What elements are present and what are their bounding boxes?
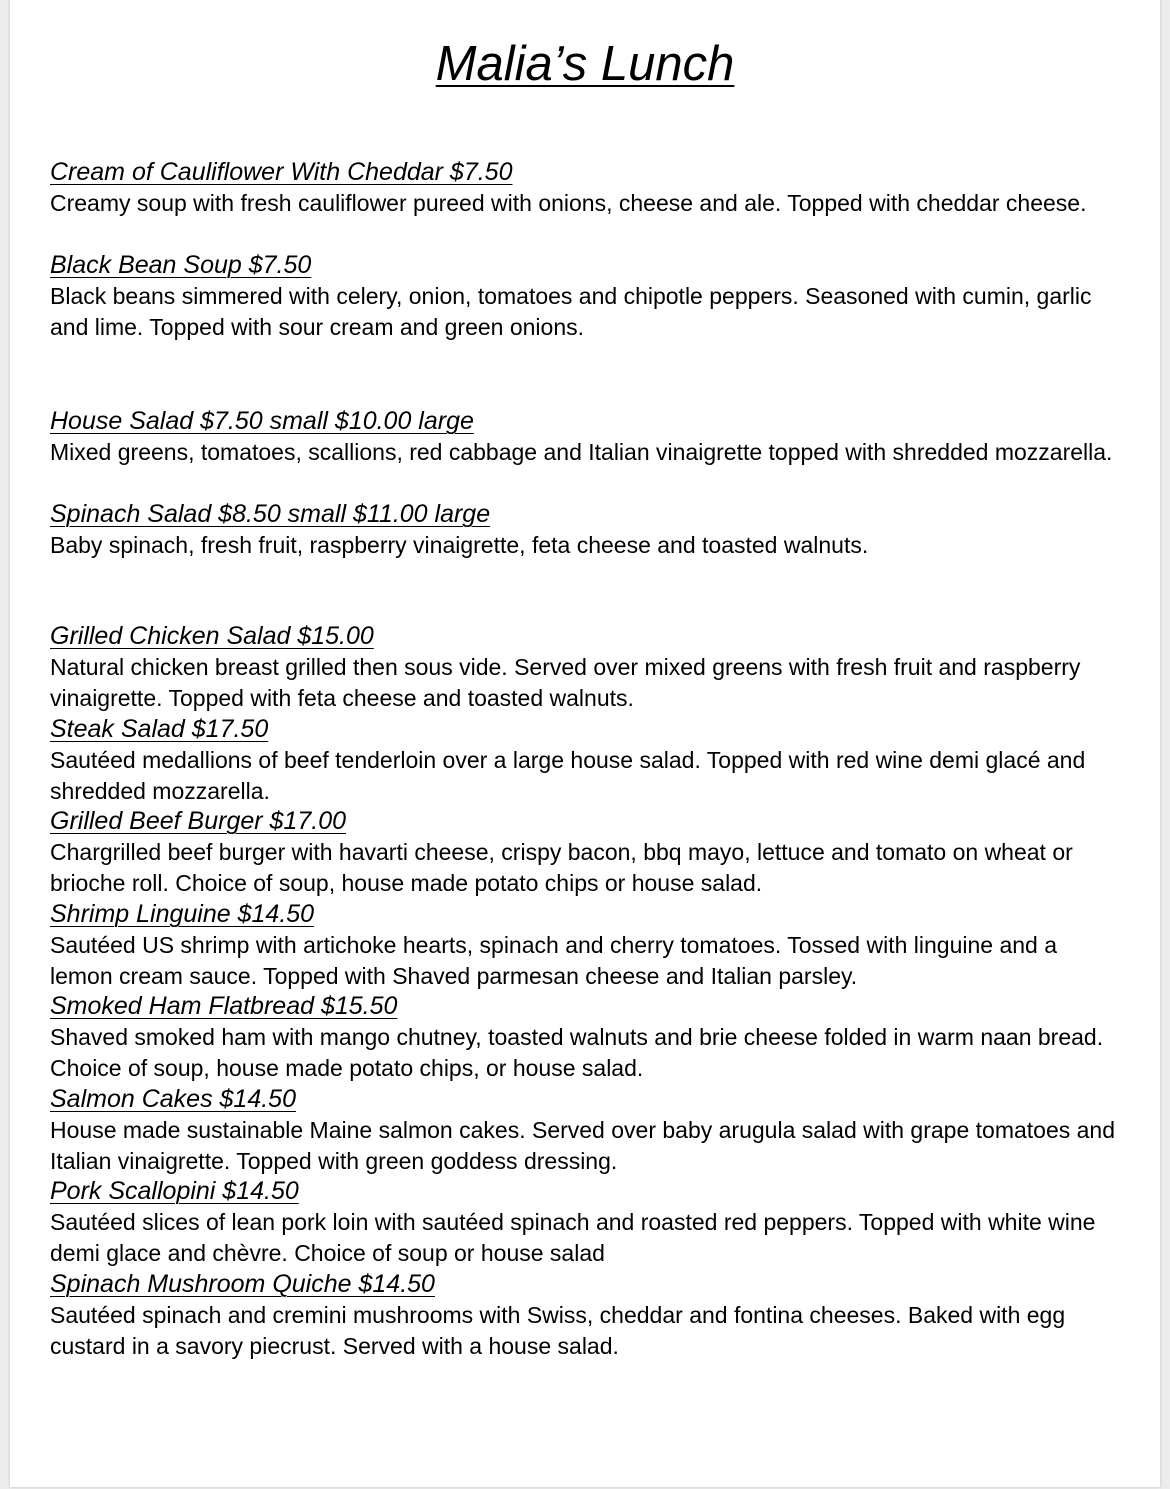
menu-item-house-salad: [50, 406, 1125, 468]
menu-item-description: Black beans simmered with celery, onion, tomatoes and chipotle peppers. Seasoned with cumin, garlic and lime. Topped with sour cream and green onions.: [50, 283, 1092, 340]
menu-item-name: Grilled Chicken Salad $15.00: [50, 622, 374, 650]
menu-item-description: Natural chicken breast grilled then sous vide. Served over mixed greens with fresh fruit and raspberry vinaigrette. Topped with feta cheese and toasted walnuts.: [50, 654, 1081, 711]
menu-item-salmon-cakes: [50, 1084, 1125, 1177]
menu-title: [10, 34, 1160, 94]
menu-item-description: Chargrilled beef burger with havarti cheese, crispy bacon, bbq mayo, lettuce and tomato on wheat or brioche roll. Choice of soup, house made potato chips or house salad.: [50, 839, 1073, 896]
menu-item-name: Black Bean Soup $7.50: [50, 251, 312, 279]
menu-item-name: House Salad $7.50 small $10.00 large: [50, 407, 474, 435]
menu-title-text: Malia’s Lunch: [435, 37, 735, 91]
menu-item-description: Mixed greens, tomatoes, scallions, red cabbage and Italian vinaigrette topped with shredded mozzarella.: [50, 439, 1113, 465]
menu-item-spinach-salad: [50, 499, 1125, 561]
menu-item-description: Baby spinach, fresh fruit, raspberry vinaigrette, feta cheese and toasted walnuts.: [50, 532, 869, 558]
menu-item-shrimp-linguine: [50, 899, 1125, 992]
menu-item-description: House made sustainable Maine salmon cakes. Served over baby arugula salad with grape tomatoes and Italian vinaigrette. Topped with green goddess dressing.: [50, 1117, 1116, 1174]
menu-item-name: Steak Salad $17.50: [50, 715, 269, 743]
menu-item-cream-of-cauliflower: [50, 157, 1125, 219]
menu-item-name: Spinach Salad $8.50 small $11.00 large: [50, 500, 491, 528]
menu-item-description: Sautéed slices of lean pork loin with sautéed spinach and roasted red peppers. Topped with white wine demi glace and chèvre. Choice of soup or house salad: [50, 1209, 1096, 1266]
menu-item-description: Sautéed spinach and cremini mushrooms with Swiss, cheddar and fontina cheeses. Baked with egg custard in a savory piecrust. Served with a house salad.: [50, 1302, 1066, 1359]
menu-item-spinach-mushroom-quiche: [50, 1269, 1125, 1362]
menu-item-name: Spinach Mushroom Quiche $14.50: [50, 1270, 435, 1298]
menu-item-name: Pork Scallopini $14.50: [50, 1177, 299, 1205]
menu-item-name: Grilled Beef Burger $17.00: [50, 807, 347, 835]
menu-item-steak-salad: [50, 714, 1125, 807]
menu-item-name: Cream of Cauliflower With Cheddar $7.50: [50, 158, 513, 186]
menu-item-pork-scallopini: [50, 1176, 1125, 1269]
menu-item-name: Salmon Cakes $14.50: [50, 1085, 296, 1113]
menu-item-name: Shrimp Linguine $14.50: [50, 900, 315, 928]
menu-item-grilled-chicken-salad: [50, 621, 1125, 714]
menu-item-description: Shaved smoked ham with mango chutney, toasted walnuts and brie cheese folded in warm naan bread. Choice of soup, house made potato chips, or house salad.: [50, 1024, 1104, 1081]
menu-item-description: Sautéed medallions of beef tenderloin over a large house salad. Topped with red wine demi glacé and shredded mozzarella.: [50, 747, 1086, 804]
menu-item-description: Sautéed US shrimp with artichoke hearts, spinach and cherry tomatoes. Tossed with linguine and a lemon cream sauce. Topped with Shaved parmesan cheese and Italian parsley.: [50, 932, 1058, 989]
menu-item-name: Smoked Ham Flatbread $15.50: [50, 992, 398, 1020]
menu-item-smoked-ham-flatbread: [50, 991, 1125, 1084]
menu-item-description: Creamy soup with fresh cauliflower pureed with onions, cheese and ale. Topped with cheddar cheese.: [50, 190, 1087, 216]
menu-item-grilled-beef-burger: [50, 806, 1125, 899]
menu-item-black-bean-soup: [50, 250, 1125, 343]
menu-page: [10, 0, 1160, 1487]
